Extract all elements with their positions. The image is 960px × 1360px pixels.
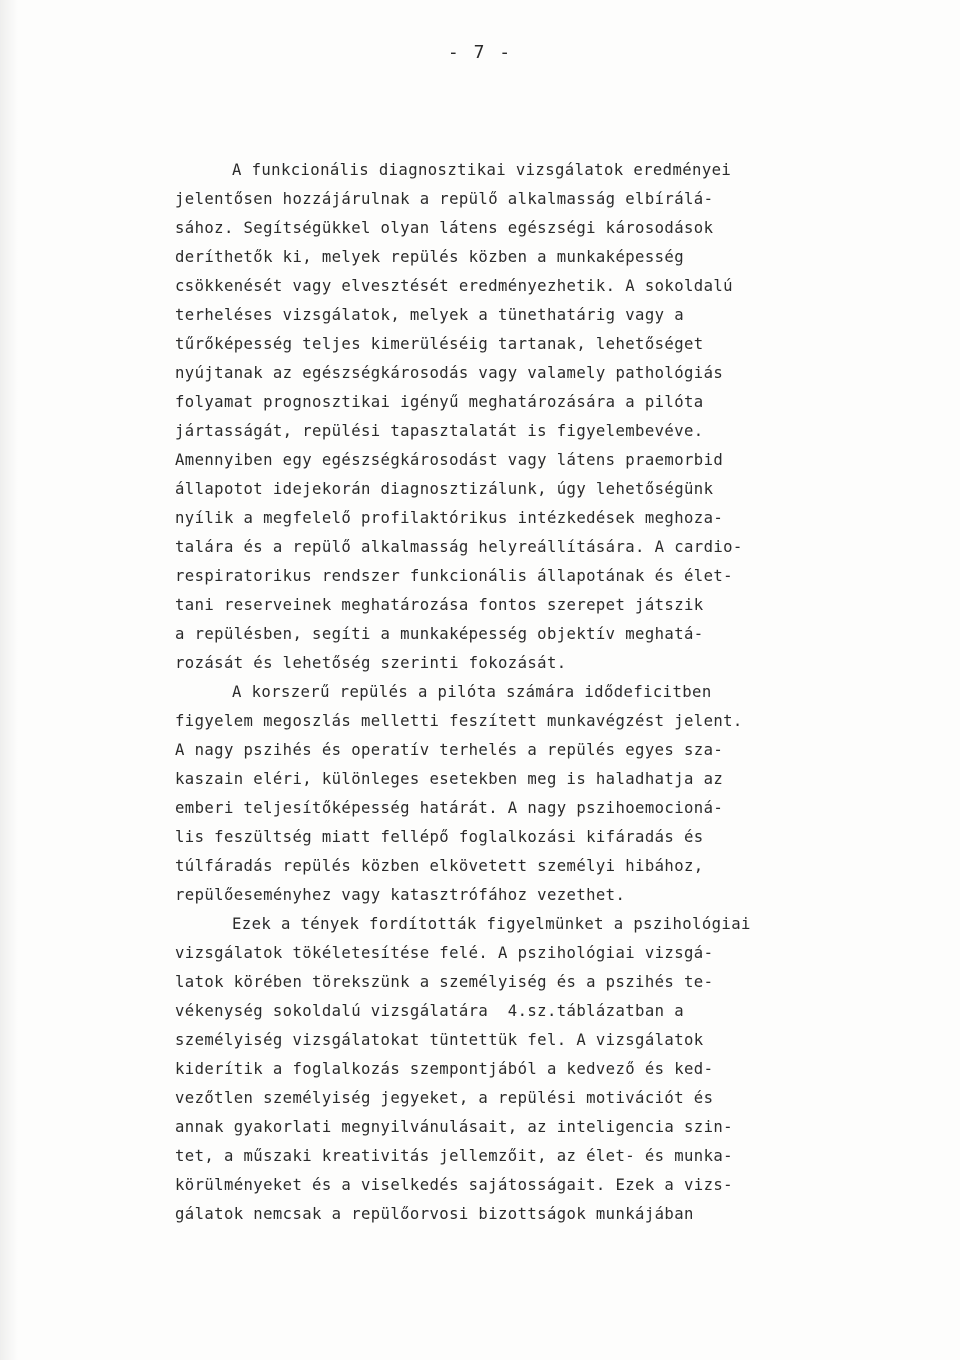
text-line: jártasságát, repülési tapasztalatát is figyelembevéve.	[175, 422, 704, 440]
text-line: tet, a műszaki kreativitás jellemzőit, az élet- és munka-	[175, 1147, 733, 1165]
text-line: rozását és lehetőség szerinti fokozását.	[175, 654, 567, 672]
text-line: nyílik a megfelelő profilaktórikus intézkedések meghoza-	[175, 509, 724, 527]
text-line: A korszerű repülés a pilóta számára idődeficitben	[232, 683, 712, 701]
text-line: sához. Segítségükkel olyan látens egészségi károsodások	[175, 219, 714, 237]
text-line: A funkcionális diagnosztikai vizsgálatok eredményei	[232, 161, 732, 179]
text-line: emberi teljesítőképesség határát. A nagy pszihoemocioná-	[175, 799, 724, 817]
text-line: a repülésben, segíti a munkaképesség objektív meghatá-	[175, 625, 704, 643]
text-line: figyelem megoszlás melletti feszített munkavégzést jelent.	[175, 712, 743, 730]
text-line: talára és a repülő alkalmasság helyreállítására. A cardio-	[175, 538, 743, 556]
text-line: A nagy pszihés és operatív terhelés a repülés egyes sza-	[175, 741, 724, 759]
text-line: kaszain eléri, különleges esetekben meg is haladhatja az	[175, 770, 724, 788]
text-line: vezőtlen személyiség jegyeket, a repülési motivációt és	[175, 1089, 714, 1107]
text-line: állapotot idejekorán diagnosztizálunk, úgy lehetőségünk	[175, 480, 714, 498]
text-line: túlfáradás repülés közben elkövetett személyi hibához,	[175, 857, 704, 875]
text-line: gálatok nemcsak a repülőorvosi bizottságok munkájában	[175, 1205, 694, 1223]
text-line: tűrőképesség teljes kimerüléséig tartanak, lehetőséget	[175, 335, 704, 353]
scan-edge-shadow	[0, 0, 18, 1360]
text-line: annak gyakorlati megnyilvánulásait, az inteligencia szin-	[175, 1118, 733, 1136]
text-line: személyiség vizsgálatokat tüntettük fel. A vizsgálatok	[175, 1031, 704, 1049]
text-line: Amennyiben egy egészségkárosodást vagy látens praemorbid	[175, 451, 724, 469]
text-line: körülményeket és a viselkedés sajátosságait. Ezek a vizs-	[175, 1176, 733, 1194]
text-line: Ezek a tények fordították figyelmünket a pszihológiai	[232, 915, 751, 933]
page-number: - 7 -	[447, 42, 513, 63]
body-text	[175, 156, 865, 1229]
text-line: respiratorikus rendszer funkcionális állapotának és élet-	[175, 567, 733, 585]
text-line: repülőeseményhez vagy katasztrófához vezethet.	[175, 886, 626, 904]
text-line: lis feszültség miatt fellépő foglalkozási kifáradás és	[175, 828, 704, 846]
text-line: csökkenését vagy elvesztését eredményezhetik. A sokoldalú	[175, 277, 733, 295]
text-line: latok körében törekszünk a személyiség és a pszihés te-	[175, 973, 714, 991]
text-line: deríthetők ki, melyek repülés közben a munkaképesség	[175, 248, 684, 266]
text-line: folyamat prognosztikai igényű meghatározására a pilóta	[175, 393, 704, 411]
text-line: nyújtanak az egészségkárosodás vagy valamely pathológiás	[175, 364, 724, 382]
text-line: vékenység sokoldalú vizsgálatára 4.sz.táblázatban a	[175, 1002, 684, 1020]
text-line: terheléses vizsgálatok, melyek a tünethatárig vagy a	[175, 306, 684, 324]
text-line: tani reserveinek meghatározása fontos szerepet játszik	[175, 596, 704, 614]
text-line: kiderítik a foglalkozás szempontjából a kedvező és ked-	[175, 1060, 714, 1078]
text-line: vizsgálatok tökéletesítése felé. A pszihológiai vizsgá-	[175, 944, 714, 962]
text-line: jelentősen hozzájárulnak a repülő alkalmasság elbírálá-	[175, 190, 714, 208]
